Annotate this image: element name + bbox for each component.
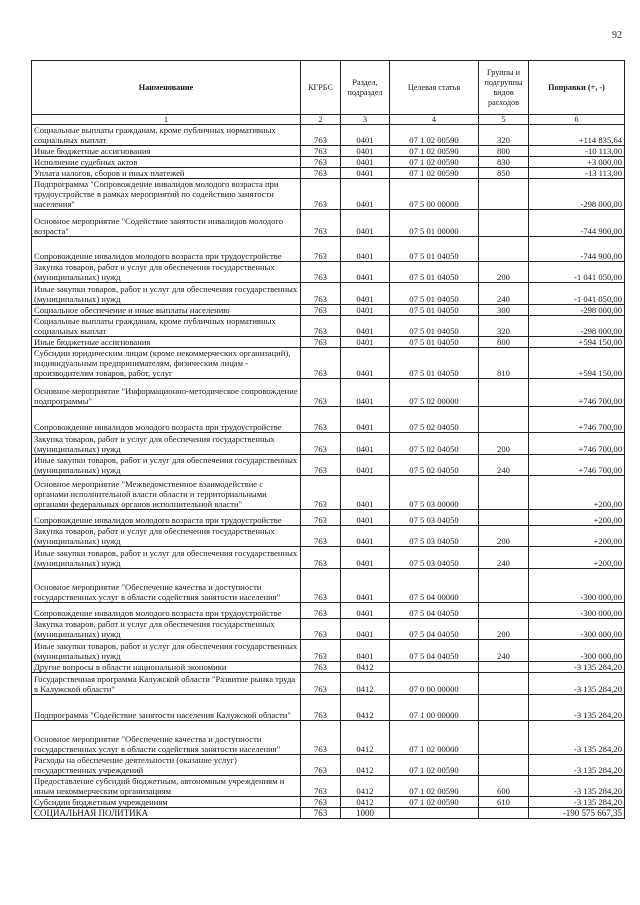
table-row [32, 210, 625, 237]
cell-section: 0412 [341, 695, 390, 721]
cell-section: 0401 [341, 547, 390, 569]
cell-name: Иные бюджетные ассигнования [32, 146, 301, 157]
cell-group: 300 [479, 305, 529, 316]
cell-name: Закупка товаров, работ и услуг для обеспечения государственных (муниципальных) нужд [32, 619, 301, 640]
cell-section: 0401 [341, 619, 390, 640]
cell-target: 07 5 03 04050 [390, 510, 479, 526]
cell-section: 0401 [341, 569, 390, 603]
cell-group [479, 695, 529, 721]
cell-amount: -3 135 284,20 [529, 721, 625, 755]
cell-amount: +200,00 [529, 476, 625, 510]
cell-target: 07 5 03 04050 [390, 547, 479, 569]
cell-group [479, 407, 529, 433]
cell-kgrbs: 763 [301, 168, 341, 179]
cell-amount: +594 150,00 [529, 337, 625, 348]
cell-amount: -190 575 667,35 [529, 808, 625, 819]
cell-section: 0401 [341, 262, 390, 283]
cell-target [390, 662, 479, 673]
cell-kgrbs: 763 [301, 640, 341, 662]
cell-name: Государственная программа Калужской области "Развитие рынка труда в Калужской области" [32, 673, 301, 695]
cell-amount: +746 700,00 [529, 379, 625, 407]
table-row [32, 695, 625, 721]
header-target: Целевая статья [390, 61, 479, 115]
table-row [32, 237, 625, 262]
cell-section: 0401 [341, 337, 390, 348]
table-row [32, 510, 625, 526]
cell-group [479, 210, 529, 237]
cell-kgrbs: 763 [301, 476, 341, 510]
table-row [32, 603, 625, 619]
cell-target: 07 5 02 04050 [390, 407, 479, 433]
cell-target: 07 1 00 00000 [390, 695, 479, 721]
table-row [32, 157, 625, 168]
cell-amount: -298 000,00 [529, 305, 625, 316]
cell-name: Субсидии бюджетным учреждениям [32, 797, 301, 808]
cell-target: 07 1 02 00590 [390, 797, 479, 808]
cell-group: 810 [479, 348, 529, 379]
cell-name: Социальное обеспечение и иные выплаты населению [32, 305, 301, 316]
cell-group [479, 808, 529, 819]
cell-section: 0412 [341, 662, 390, 673]
cell-amount: -744 900,00 [529, 237, 625, 262]
cell-kgrbs: 763 [301, 157, 341, 168]
cell-name: Подпрограмма "Содействие занятости населения Калужской области" [32, 695, 301, 721]
cell-kgrbs: 763 [301, 510, 341, 526]
cell-kgrbs: 763 [301, 407, 341, 433]
table-row [32, 721, 625, 755]
cell-name: Иные закупки товаров, работ и услуг для обеспечения государственных (муниципальных) нужд [32, 455, 301, 476]
cell-name: Подпрограмма "Сопровождение инвалидов молодого возраста при трудоустройстве в рамках мероприятий по содействию занятости населения" [32, 179, 301, 210]
cell-group [479, 379, 529, 407]
header-kgrbs: КГРБС [301, 61, 341, 115]
table-row [32, 168, 625, 179]
cell-target: 07 5 01 04050 [390, 348, 479, 379]
cell-section: 0401 [341, 379, 390, 407]
cell-section: 0401 [341, 157, 390, 168]
cell-kgrbs: 763 [301, 125, 341, 146]
cell-kgrbs: 763 [301, 210, 341, 237]
cell-kgrbs: 763 [301, 776, 341, 797]
cell-group: 240 [479, 283, 529, 305]
cell-target: 07 5 01 04050 [390, 316, 479, 337]
table-row [32, 662, 625, 673]
cell-target: 07 5 01 04050 [390, 262, 479, 283]
cell-group [479, 673, 529, 695]
cell-amount: -300 000,00 [529, 603, 625, 619]
cell-group: 830 [479, 157, 529, 168]
cell-section: 0401 [341, 146, 390, 157]
cell-target: 07 1 02 00590 [390, 146, 479, 157]
cell-group: 800 [479, 146, 529, 157]
cell-kgrbs: 763 [301, 569, 341, 603]
cell-name: Сопровождение инвалидов молодого возраста при трудоустройстве [32, 510, 301, 526]
header-correction: Поправки (+, -) [529, 61, 625, 115]
cell-amount: -298 000,00 [529, 316, 625, 337]
cell-name: Иные закупки товаров, работ и услуг для обеспечения государственных (муниципальных) нужд [32, 283, 301, 305]
cell-name: Иные закупки товаров, работ и услуг для обеспечения государственных (муниципальных) нужд [32, 640, 301, 662]
cell-group: 320 [479, 125, 529, 146]
cell-kgrbs: 763 [301, 262, 341, 283]
header-groups: Группы и подгруппы видов расходов [479, 61, 529, 115]
cell-target: 07 5 04 04050 [390, 603, 479, 619]
cell-kgrbs: 763 [301, 662, 341, 673]
cell-section: 0401 [341, 526, 390, 547]
cell-group [479, 603, 529, 619]
cell-group [479, 569, 529, 603]
cell-group [479, 755, 529, 776]
cell-name: Закупка товаров, работ и услуг для обеспечения государственных (муниципальных) нужд [32, 526, 301, 547]
table-row [32, 569, 625, 603]
column-number: 2 [301, 115, 341, 125]
cell-kgrbs: 763 [301, 619, 341, 640]
table-row [32, 455, 625, 476]
cell-group: 240 [479, 455, 529, 476]
cell-amount: -300 000,00 [529, 640, 625, 662]
cell-group [479, 476, 529, 510]
cell-name: Основное мероприятие "Межведомственное взаимодействие с органами исполнительной власти области и территориальными органами федеральных органов исполнительной власти" [32, 476, 301, 510]
cell-target [390, 808, 479, 819]
cell-target: 07 0 00 00000 [390, 673, 479, 695]
cell-target: 07 5 02 00000 [390, 379, 479, 407]
table-row [32, 125, 625, 146]
table-row [32, 179, 625, 210]
cell-name: Субсидии юридическим лицам (кроме некоммерческих организаций), индивидуальным предпринимателям, физическим лицам - производителям товаров, работ, услуг [32, 348, 301, 379]
table-row [32, 755, 625, 776]
cell-kgrbs: 763 [301, 305, 341, 316]
cell-amount: -300 000,00 [529, 619, 625, 640]
cell-section: 0401 [341, 283, 390, 305]
cell-name: Сопровождение инвалидов молодого возраста при трудоустройстве [32, 603, 301, 619]
cell-amount: -10 113,00 [529, 146, 625, 157]
cell-name: Другие вопросы в области национальной экономики [32, 662, 301, 673]
cell-target: 07 1 02 00590 [390, 776, 479, 797]
cell-name: Иные закупки товаров, работ и услуг для обеспечения государственных (муниципальных) нужд [32, 547, 301, 569]
cell-section: 0401 [341, 603, 390, 619]
cell-target: 07 5 01 00000 [390, 210, 479, 237]
cell-group: 320 [479, 316, 529, 337]
cell-kgrbs: 763 [301, 455, 341, 476]
cell-target: 07 5 03 00000 [390, 476, 479, 510]
table-row [32, 305, 625, 316]
cell-group [479, 662, 529, 673]
cell-section: 0412 [341, 776, 390, 797]
cell-section: 0401 [341, 407, 390, 433]
cell-target: 07 5 01 04050 [390, 283, 479, 305]
column-number: 1 [32, 115, 301, 125]
cell-name: Закупка товаров, работ и услуг для обеспечения государственных (муниципальных) нужд [32, 262, 301, 283]
cell-section: 0412 [341, 755, 390, 776]
cell-group: 850 [479, 168, 529, 179]
cell-name: Сопровождение инвалидов молодого возраста при трудоустройстве [32, 407, 301, 433]
cell-target: 07 1 02 00590 [390, 125, 479, 146]
cell-section: 0401 [341, 510, 390, 526]
cell-amount: -3 135 284,20 [529, 695, 625, 721]
table-row [32, 476, 625, 510]
cell-amount: +200,00 [529, 526, 625, 547]
table-row [32, 407, 625, 433]
cell-kgrbs: 763 [301, 379, 341, 407]
cell-target: 07 5 03 04050 [390, 526, 479, 547]
cell-amount: +114 835,64 [529, 125, 625, 146]
table-row [32, 808, 625, 819]
header-name: Наименование [32, 61, 301, 115]
cell-target: 07 5 01 04050 [390, 237, 479, 262]
cell-section: 0401 [341, 305, 390, 316]
cell-name: Исполнение судебных актов [32, 157, 301, 168]
cell-target: 07 1 02 00590 [390, 755, 479, 776]
page-number: 92 [612, 30, 622, 41]
cell-name: Основное мероприятие "Содействие занятости инвалидов молодого возраста" [32, 210, 301, 237]
column-number: 3 [341, 115, 390, 125]
column-number: 4 [390, 115, 479, 125]
cell-kgrbs: 763 [301, 695, 341, 721]
cell-section: 0401 [341, 640, 390, 662]
cell-section: 0401 [341, 168, 390, 179]
cell-group: 240 [479, 640, 529, 662]
budget-table [31, 60, 625, 819]
cell-amount: -300 000,00 [529, 569, 625, 603]
header-section: Раздел, подраздел [341, 61, 390, 115]
cell-group: 200 [479, 619, 529, 640]
cell-amount: +200,00 [529, 510, 625, 526]
cell-kgrbs: 763 [301, 146, 341, 157]
table-row [32, 146, 625, 157]
cell-name: Социальные выплаты гражданам, кроме публичных нормативных социальных выплат [32, 125, 301, 146]
cell-name: Иные бюджетные ассигнования [32, 337, 301, 348]
table-row [32, 776, 625, 797]
cell-group: 200 [479, 433, 529, 455]
cell-group: 600 [479, 776, 529, 797]
cell-kgrbs: 763 [301, 673, 341, 695]
cell-target: 07 5 02 04050 [390, 433, 479, 455]
cell-group [479, 237, 529, 262]
cell-amount: +3 000,00 [529, 157, 625, 168]
cell-target: 07 1 02 00590 [390, 168, 479, 179]
cell-kgrbs: 763 [301, 526, 341, 547]
cell-group: 240 [479, 547, 529, 569]
cell-kgrbs: 763 [301, 337, 341, 348]
cell-section: 0401 [341, 316, 390, 337]
cell-target: 07 5 01 04050 [390, 305, 479, 316]
cell-name: Закупка товаров, работ и услуг для обеспечения государственных (муниципальных) нужд [32, 433, 301, 455]
cell-kgrbs: 763 [301, 547, 341, 569]
cell-kgrbs: 763 [301, 797, 341, 808]
cell-name: СОЦИАЛЬНАЯ ПОЛИТИКА [32, 808, 301, 819]
cell-name: Расходы на обеспечение деятельности (оказание услуг) государственных учреждений [32, 755, 301, 776]
cell-amount: -744 900,00 [529, 210, 625, 237]
cell-section: 0401 [341, 433, 390, 455]
cell-kgrbs: 763 [301, 283, 341, 305]
table-row [32, 337, 625, 348]
cell-group: 200 [479, 526, 529, 547]
table-row [32, 262, 625, 283]
cell-section: 0401 [341, 455, 390, 476]
cell-group [479, 179, 529, 210]
cell-kgrbs: 763 [301, 808, 341, 819]
column-number: 6 [529, 115, 625, 125]
cell-kgrbs: 763 [301, 348, 341, 379]
cell-amount: +746 700,00 [529, 455, 625, 476]
table-row [32, 673, 625, 695]
cell-section: 0412 [341, 673, 390, 695]
cell-amount: -3 135 284,20 [529, 797, 625, 808]
cell-section: 0412 [341, 721, 390, 755]
cell-amount: -13 113,00 [529, 168, 625, 179]
table-row [32, 526, 625, 547]
cell-group: 610 [479, 797, 529, 808]
cell-section: 0401 [341, 125, 390, 146]
table-row [32, 547, 625, 569]
column-number: 5 [479, 115, 529, 125]
cell-group: 800 [479, 337, 529, 348]
table-row [32, 379, 625, 407]
table-row [32, 640, 625, 662]
cell-amount: -3 135 284,20 [529, 662, 625, 673]
cell-section: 0401 [341, 348, 390, 379]
cell-section: 0401 [341, 179, 390, 210]
table-row [32, 348, 625, 379]
cell-name: Сопровождение инвалидов молодого возраста при трудоустройстве [32, 237, 301, 262]
cell-name: Предоставление субсидий бюджетным, автономным учреждениям и иным некоммерческим организациям [32, 776, 301, 797]
column-numbers-row [32, 115, 625, 125]
cell-section: 0401 [341, 210, 390, 237]
cell-amount: -1 041 050,00 [529, 283, 625, 305]
cell-target: 07 5 02 04050 [390, 455, 479, 476]
cell-amount: +200,00 [529, 547, 625, 569]
cell-section: 0401 [341, 237, 390, 262]
cell-amount: -3 135 284,20 [529, 755, 625, 776]
cell-name: Основное мероприятие "Обеспечение качества и доступности государственных услуг в области содействия занятости населения" [32, 569, 301, 603]
cell-name: Основное мероприятие "Информационно-методическое сопровождение подпрограммы" [32, 379, 301, 407]
cell-amount: -1 041 050,00 [529, 262, 625, 283]
table-row [32, 433, 625, 455]
cell-amount: -3 135 284,20 [529, 673, 625, 695]
cell-amount: -3 135 284,20 [529, 776, 625, 797]
cell-section: 0412 [341, 797, 390, 808]
cell-kgrbs: 763 [301, 237, 341, 262]
cell-name: Уплата налогов, сборов и иных платежей [32, 168, 301, 179]
table-row [32, 619, 625, 640]
cell-target: 07 5 00 00000 [390, 179, 479, 210]
cell-name: Основное мероприятие "Обеспечение качества и доступности государственных услуг в области содействия занятости населения" [32, 721, 301, 755]
cell-kgrbs: 763 [301, 603, 341, 619]
cell-kgrbs: 763 [301, 755, 341, 776]
cell-kgrbs: 763 [301, 316, 341, 337]
cell-group [479, 510, 529, 526]
cell-group [479, 721, 529, 755]
cell-kgrbs: 763 [301, 179, 341, 210]
cell-section: 1000 [341, 808, 390, 819]
cell-kgrbs: 763 [301, 721, 341, 755]
cell-section: 0401 [341, 476, 390, 510]
cell-target: 07 5 04 00000 [390, 569, 479, 603]
cell-amount: -298 000,00 [529, 179, 625, 210]
table-row [32, 316, 625, 337]
cell-name: Социальные выплаты гражданам, кроме публичных нормативных социальных выплат [32, 316, 301, 337]
table-row [32, 283, 625, 305]
cell-amount: +594 150,00 [529, 348, 625, 379]
cell-kgrbs: 763 [301, 433, 341, 455]
cell-target: 07 1 02 00000 [390, 721, 479, 755]
cell-group: 200 [479, 262, 529, 283]
cell-amount: +746 700,00 [529, 407, 625, 433]
cell-target: 07 5 04 04050 [390, 619, 479, 640]
table-row [32, 797, 625, 808]
cell-target: 07 5 01 04050 [390, 337, 479, 348]
cell-target: 07 5 04 04050 [390, 640, 479, 662]
cell-amount: +746 700,00 [529, 433, 625, 455]
cell-target: 07 1 02 00590 [390, 157, 479, 168]
